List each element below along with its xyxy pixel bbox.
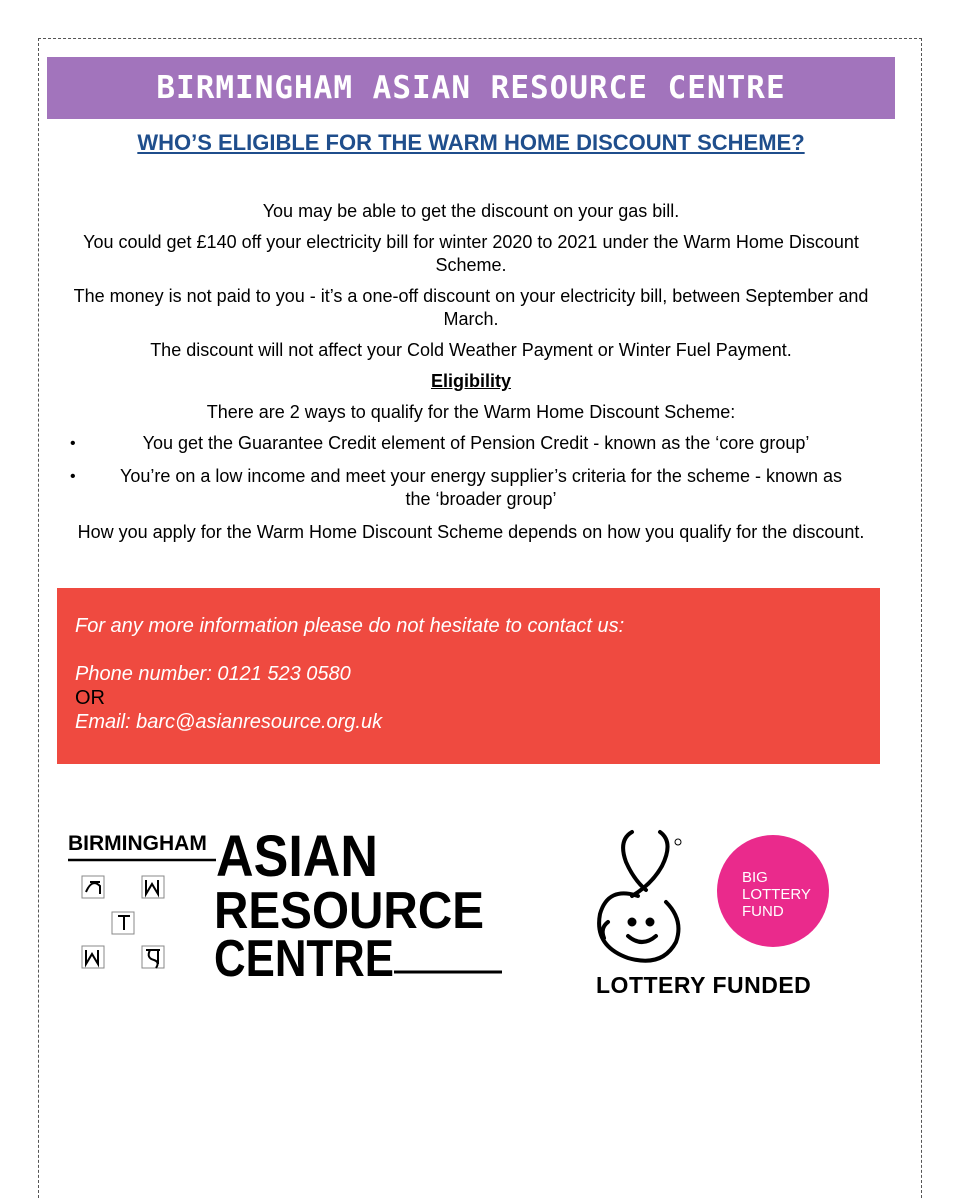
contact-phone[interactable]: Phone number: 0121 523 0580 bbox=[75, 663, 351, 685]
list-item: • You’re on a low income and meet your energy supplier’s criteria for the scheme - known as the ‘broader group’ bbox=[58, 465, 884, 511]
page-title: BIRMINGHAM ASIAN RESOURCE CENTRE bbox=[156, 70, 786, 106]
title-banner bbox=[47, 57, 895, 119]
paragraph-how-to-apply: How you apply for the Warm Home Discount Scheme depends on how you qualify for the discount. bbox=[77, 522, 865, 542]
big-lottery-text-fund: FUND bbox=[742, 903, 784, 920]
eligibility-heading: Eligibility bbox=[430, 371, 511, 391]
paragraph-gas-bill: You may be able to get the discount on your gas bill. bbox=[262, 201, 680, 221]
registered-mark-icon bbox=[675, 839, 681, 845]
body-content bbox=[58, 200, 884, 552]
barc-logo-resource: RESOURCE bbox=[214, 882, 484, 940]
list-item: • You get the Guarantee Credit element of Pension Credit - known as the ‘core group’ bbox=[58, 432, 884, 455]
barc-logo-centre: CENTRE bbox=[214, 930, 394, 988]
page-subtitle: WHO’S ELIGIBLE FOR THE WARM HOME DISCOUNT SCHEME? bbox=[137, 130, 805, 155]
eligibility-list bbox=[58, 432, 884, 511]
barc-glyph-tiles-icon bbox=[82, 876, 164, 968]
big-lottery-text-lottery: LOTTERY bbox=[742, 886, 811, 903]
contact-or: OR bbox=[75, 687, 105, 709]
contact-email[interactable]: Email: barc@asianresource.org.uk bbox=[75, 711, 383, 733]
contact-intro: For any more information please do not hesitate to contact us: bbox=[75, 615, 625, 637]
crossed-fingers-icon bbox=[599, 832, 678, 961]
eligibility-intro: There are 2 ways to qualify for the Warm Home Discount Scheme: bbox=[206, 402, 736, 422]
lottery-funded-label: LOTTERY FUNDED bbox=[596, 972, 812, 998]
contact-box bbox=[57, 588, 880, 764]
paragraph-no-effect: The discount will not affect your Cold Weather Payment or Winter Fuel Payment. bbox=[150, 340, 792, 360]
paragraph-one-off: The money is not paid to you - it’s a one-off discount on your electricity bill, between September and March. bbox=[73, 286, 869, 329]
barc-logo-birmingham: BIRMINGHAM bbox=[68, 832, 207, 855]
barc-logo-asian: ASIAN bbox=[216, 824, 378, 889]
big-lottery-text-big: BIG bbox=[742, 869, 768, 886]
paragraph-discount-amount: You could get £140 off your electricity bill for winter 2020 to 2021 under the Warm Home Discount Scheme. bbox=[83, 232, 859, 275]
barc-logo bbox=[66, 820, 506, 990]
